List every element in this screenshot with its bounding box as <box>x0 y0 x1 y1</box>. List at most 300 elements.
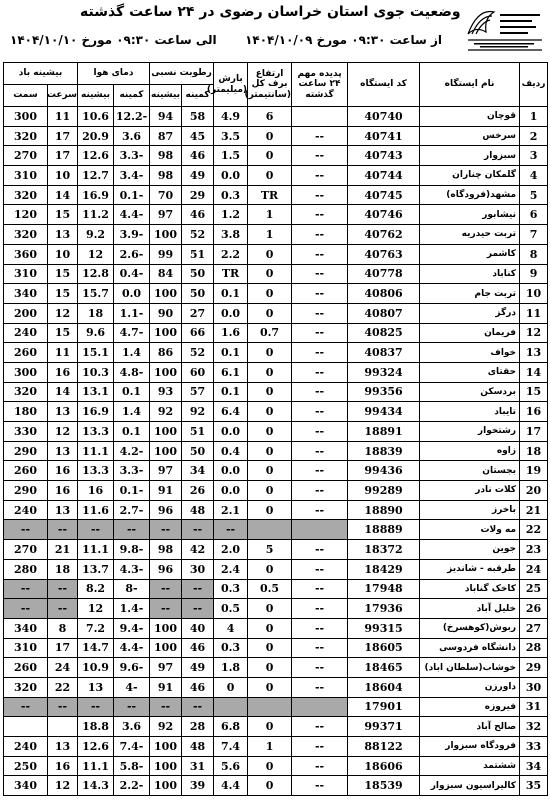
wind-direction-cell: 270 <box>4 146 48 166</box>
station-name-cell: دانشگاه فردوسی <box>420 638 520 658</box>
station-name-cell: کالیراسیون سبزوار <box>420 776 520 796</box>
humidity-min-cell: 52 <box>182 225 214 245</box>
rain-cell: 6.1 <box>214 362 248 382</box>
snow-height-cell: 0 <box>248 461 292 481</box>
humidity-min-cell: 48 <box>182 737 214 757</box>
snow-height-cell: 0.7 <box>248 323 292 343</box>
wind-speed-cell: 14 <box>48 382 78 402</box>
humidity-max-cell: -- <box>150 520 182 540</box>
station-name-cell: باخرز <box>420 500 520 520</box>
snow-height-cell: 0.5 <box>248 579 292 599</box>
wind-direction-cell: 320 <box>4 677 48 697</box>
snow-height-cell: 0 <box>248 500 292 520</box>
phenomenon-cell: -- <box>292 461 348 481</box>
row-number-cell: 28 <box>520 638 548 658</box>
temp-min-cell: 3.6 <box>114 126 150 146</box>
row-number-cell: 1 <box>520 107 548 127</box>
wind-direction-cell: 250 <box>4 756 48 776</box>
col-wind-direction: سمت <box>4 85 48 107</box>
phenomenon-cell <box>292 107 348 127</box>
table-row <box>4 303 548 323</box>
temp-min-cell: -3.3 <box>114 461 150 481</box>
table-row <box>4 579 548 599</box>
snow-height-cell: 0 <box>248 126 292 146</box>
rain-cell: 1.5 <box>214 146 248 166</box>
wind-direction-cell: 320 <box>4 185 48 205</box>
table-row <box>4 697 548 717</box>
report-header <box>0 0 550 60</box>
station-code-cell: 18465 <box>348 658 420 678</box>
table-row <box>4 481 548 501</box>
humidity-min-cell: 31 <box>182 756 214 776</box>
station-code-cell: 40825 <box>348 323 420 343</box>
wind-speed-cell: 13 <box>48 500 78 520</box>
temp-min-cell: -2.7 <box>114 500 150 520</box>
station-code-cell: 99356 <box>348 382 420 402</box>
temp-min-cell: -4.4 <box>114 205 150 225</box>
rain-cell: 0.0 <box>214 303 248 323</box>
row-number-cell: 15 <box>520 382 548 402</box>
temp-min-cell: -3.9 <box>114 225 150 245</box>
snow-height-cell: 0 <box>248 146 292 166</box>
rain-cell: 7.4 <box>214 737 248 757</box>
humidity-min-cell: 51 <box>182 422 214 442</box>
row-number-cell: 5 <box>520 185 548 205</box>
rain-cell: 0.3 <box>214 579 248 599</box>
row-number-cell: 12 <box>520 323 548 343</box>
row-number-cell: 8 <box>520 244 548 264</box>
wind-speed-cell: 15 <box>48 323 78 343</box>
temp-max-cell: 12.6 <box>78 737 114 757</box>
row-number-cell: 11 <box>520 303 548 323</box>
phenomenon-cell: -- <box>292 244 348 264</box>
wind-direction-cell: 260 <box>4 461 48 481</box>
table-row <box>4 422 548 442</box>
col-humidity-min: کمینه <box>182 85 214 107</box>
humidity-max-cell: -- <box>150 579 182 599</box>
row-number-cell: 21 <box>520 500 548 520</box>
temp-max-cell: 14.3 <box>78 776 114 796</box>
temp-min-cell: -4.7 <box>114 323 150 343</box>
wind-speed-cell: -- <box>48 697 78 717</box>
humidity-max-cell: -- <box>150 599 182 619</box>
humidity-max-cell: 98 <box>150 146 182 166</box>
temp-min-cell: 1.4 <box>114 402 150 422</box>
table-row <box>4 737 548 757</box>
station-name-cell: بجستان <box>420 461 520 481</box>
humidity-min-cell: 51 <box>182 244 214 264</box>
row-number-cell: 17 <box>520 422 548 442</box>
wind-direction-cell: 240 <box>4 737 48 757</box>
phenomenon-cell: -- <box>292 225 348 245</box>
station-name-cell: جوین <box>420 540 520 560</box>
wind-speed-cell: -- <box>48 579 78 599</box>
wind-speed-cell: 24 <box>48 658 78 678</box>
col-row: ردیف <box>520 63 548 107</box>
table-row <box>4 677 548 697</box>
table-row <box>4 185 548 205</box>
station-code-cell: 40744 <box>348 166 420 186</box>
temp-min-cell: -1.1 <box>114 303 150 323</box>
station-name-cell: مه ولات <box>420 520 520 540</box>
period-start: از ساعت ۰۹:۳۰ مورخ ۱۴۰۴/۱۰/۰۹ <box>245 33 442 47</box>
humidity-max-cell: 86 <box>150 343 182 363</box>
row-number-cell: 23 <box>520 540 548 560</box>
temp-max-cell: 10.3 <box>78 362 114 382</box>
wind-speed-cell: 17 <box>48 638 78 658</box>
wind-direction-cell: 320 <box>4 382 48 402</box>
wind-direction-cell <box>4 717 48 737</box>
temp-min-cell: -0.4 <box>114 264 150 284</box>
humidity-min-cell: 26 <box>182 481 214 501</box>
rain-cell: 6.4 <box>214 402 248 422</box>
temp-max-cell: 14.7 <box>78 638 114 658</box>
table-row <box>4 776 548 796</box>
snow-height-cell: 0 <box>248 658 292 678</box>
station-name-cell: فیروزه <box>420 697 520 717</box>
humidity-min-cell: 49 <box>182 166 214 186</box>
wind-direction-cell: 180 <box>4 402 48 422</box>
station-name-cell: ششتمد <box>420 756 520 776</box>
phenomenon-cell: -- <box>292 185 348 205</box>
wind-speed-cell: 15 <box>48 284 78 304</box>
snow-height-cell <box>248 520 292 540</box>
station-code-cell: 88122 <box>348 737 420 757</box>
station-name-cell: کاشمر <box>420 244 520 264</box>
humidity-max-cell: 98 <box>150 540 182 560</box>
wind-direction-cell: 240 <box>4 323 48 343</box>
phenomenon-cell: -- <box>292 540 348 560</box>
wind-speed-cell: 17 <box>48 126 78 146</box>
humidity-min-cell: -- <box>182 579 214 599</box>
col-wind-speed: سرعت <box>48 85 78 107</box>
rain-cell: 0.0 <box>214 166 248 186</box>
humidity-max-cell: 100 <box>150 362 182 382</box>
snow-height-cell: 1 <box>248 737 292 757</box>
wind-direction-cell: 300 <box>4 362 48 382</box>
rain-cell: 0.0 <box>214 422 248 442</box>
temp-min-cell: -- <box>114 520 150 540</box>
rain-cell: 0.0 <box>214 481 248 501</box>
row-number-cell: 10 <box>520 284 548 304</box>
table-row <box>4 618 548 638</box>
row-number-cell: 19 <box>520 461 548 481</box>
temp-min-cell: -3.4 <box>114 166 150 186</box>
row-number-cell: 3 <box>520 146 548 166</box>
table-row <box>4 500 548 520</box>
snow-height-cell: 0 <box>248 264 292 284</box>
station-name-cell: کناباد <box>420 264 520 284</box>
rain-cell <box>214 697 248 717</box>
row-number-cell: 34 <box>520 756 548 776</box>
station-name-cell: بردسکن <box>420 382 520 402</box>
temp-max-cell: 15.7 <box>78 284 114 304</box>
station-code-cell: 40762 <box>348 225 420 245</box>
station-code-cell: 17901 <box>348 697 420 717</box>
snow-height-cell: 1 <box>248 225 292 245</box>
snow-height-cell: 0 <box>248 166 292 186</box>
table-row <box>4 441 548 461</box>
wind-speed-cell: 11 <box>48 107 78 127</box>
temp-min-cell: -5.8 <box>114 756 150 776</box>
temp-max-cell: 18 <box>78 303 114 323</box>
station-code-cell: 40741 <box>348 126 420 146</box>
rain-cell: 1.2 <box>214 205 248 225</box>
temp-min-cell: -2.6 <box>114 244 150 264</box>
wind-direction-cell: 310 <box>4 166 48 186</box>
wind-speed-cell: 8 <box>48 618 78 638</box>
rain-cell: 3.5 <box>214 126 248 146</box>
phenomenon-cell: -- <box>292 737 348 757</box>
phenomenon-cell: -- <box>292 166 348 186</box>
temp-max-cell: -- <box>78 520 114 540</box>
table-row <box>4 362 548 382</box>
station-name-cell: سرخس <box>420 126 520 146</box>
humidity-min-cell: 40 <box>182 618 214 638</box>
station-code-cell: 40806 <box>348 284 420 304</box>
temp-min-cell: 0.0 <box>114 284 150 304</box>
col-humidity-max: بیشینه <box>150 85 182 107</box>
temp-max-cell: 11.2 <box>78 205 114 225</box>
temp-max-cell: 11.1 <box>78 756 114 776</box>
table-row <box>4 225 548 245</box>
table-row <box>4 540 548 560</box>
wind-speed-cell: 18 <box>48 559 78 579</box>
temp-min-cell: 1.4 <box>114 343 150 363</box>
table-row <box>4 166 548 186</box>
col-phenomenon: پدیده مهم ۲۴ ساعت گذشته <box>292 63 348 107</box>
station-name-cell: خلیل آباد <box>420 599 520 619</box>
rain-cell: 0.1 <box>214 382 248 402</box>
wind-speed-cell: 12 <box>48 303 78 323</box>
temp-max-cell: -- <box>78 697 114 717</box>
humidity-min-cell: 34 <box>182 461 214 481</box>
rain-cell: 2.0 <box>214 540 248 560</box>
wind-speed-cell: 13 <box>48 441 78 461</box>
table-row <box>4 638 548 658</box>
phenomenon-cell: -- <box>292 618 348 638</box>
table-row <box>4 658 548 678</box>
temp-max-cell: 11.6 <box>78 500 114 520</box>
humidity-min-cell: 29 <box>182 185 214 205</box>
humidity-min-cell: 92 <box>182 402 214 422</box>
station-code-cell: 18372 <box>348 540 420 560</box>
humidity-max-cell: 97 <box>150 658 182 678</box>
station-code-cell: 18429 <box>348 559 420 579</box>
rain-cell: 0.1 <box>214 343 248 363</box>
col-snow-height: ارتفاع برف کل (سانتیمتر) <box>248 63 292 107</box>
wind-speed-cell: 16 <box>48 756 78 776</box>
station-code-cell: 18605 <box>348 638 420 658</box>
wind-direction-cell: 260 <box>4 658 48 678</box>
report-title: وضعیت جوی استان خراسان رضوی در ۲۴ ساعت گذشته <box>80 4 461 20</box>
temp-min-cell: -4.8 <box>114 362 150 382</box>
station-name-cell: تربت حیدریه <box>420 225 520 245</box>
wind-direction-cell: 300 <box>4 107 48 127</box>
table-row <box>4 244 548 264</box>
temp-max-cell: 10.9 <box>78 658 114 678</box>
humidity-max-cell: 97 <box>150 205 182 225</box>
snow-height-cell: TR <box>248 185 292 205</box>
rain-cell: TR <box>214 264 248 284</box>
humidity-max-cell: 96 <box>150 500 182 520</box>
wind-speed-cell: 22 <box>48 677 78 697</box>
humidity-min-cell: 30 <box>182 559 214 579</box>
temp-max-cell: 13 <box>78 677 114 697</box>
phenomenon-cell: -- <box>292 323 348 343</box>
station-name-cell: تربت جام <box>420 284 520 304</box>
phenomenon-cell: -- <box>292 756 348 776</box>
temp-min-cell: -3.3 <box>114 146 150 166</box>
temp-max-cell: 16.9 <box>78 402 114 422</box>
wind-speed-cell: -- <box>48 520 78 540</box>
temp-min-cell: -0.1 <box>114 185 150 205</box>
table-row <box>4 126 548 146</box>
temp-max-cell: 9.6 <box>78 323 114 343</box>
table-row <box>4 284 548 304</box>
temp-max-cell: 12 <box>78 599 114 619</box>
humidity-max-cell: 100 <box>150 422 182 442</box>
rain-cell: 2.2 <box>214 244 248 264</box>
station-code-cell: 40740 <box>348 107 420 127</box>
snow-height-cell: 5 <box>248 540 292 560</box>
phenomenon-cell <box>292 697 348 717</box>
station-code-cell: 40746 <box>348 205 420 225</box>
col-temp: دمای هوا <box>78 63 150 85</box>
snow-height-cell: 0 <box>248 362 292 382</box>
temp-max-cell: 7.2 <box>78 618 114 638</box>
wind-direction-cell: 310 <box>4 264 48 284</box>
humidity-min-cell: 58 <box>182 107 214 127</box>
rain-cell: 2.1 <box>214 500 248 520</box>
station-name-cell: زاوه <box>420 441 520 461</box>
humidity-min-cell: 28 <box>182 717 214 737</box>
temp-max-cell: 11.1 <box>78 540 114 560</box>
station-code-cell: 40743 <box>348 146 420 166</box>
phenomenon-cell: -- <box>292 776 348 796</box>
station-code-cell: 17948 <box>348 579 420 599</box>
humidity-min-cell: 39 <box>182 776 214 796</box>
snow-height-cell: 0 <box>248 677 292 697</box>
rain-cell: 1.6 <box>214 323 248 343</box>
wind-speed-cell: 15 <box>48 264 78 284</box>
humidity-min-cell: 42 <box>182 540 214 560</box>
station-weather-table <box>3 62 548 796</box>
wind-direction-cell: 240 <box>4 500 48 520</box>
wind-direction-cell: 270 <box>4 540 48 560</box>
humidity-max-cell: 70 <box>150 185 182 205</box>
phenomenon-cell: -- <box>292 382 348 402</box>
phenomenon-cell: -- <box>292 205 348 225</box>
rain-cell: 0.3 <box>214 638 248 658</box>
temp-min-cell: -7.4 <box>114 737 150 757</box>
humidity-max-cell: 97 <box>150 461 182 481</box>
wind-speed-cell: 13 <box>48 225 78 245</box>
temp-min-cell: -1.4 <box>114 599 150 619</box>
phenomenon-cell: -- <box>292 638 348 658</box>
humidity-min-cell: 46 <box>182 205 214 225</box>
table-row <box>4 146 548 166</box>
phenomenon-cell: -- <box>292 481 348 501</box>
row-number-cell: 7 <box>520 225 548 245</box>
temp-max-cell: 11.1 <box>78 441 114 461</box>
temp-max-cell: 13.1 <box>78 382 114 402</box>
wind-direction-cell: 330 <box>4 422 48 442</box>
rain-cell: 0.5 <box>214 599 248 619</box>
rain-cell: -- <box>214 520 248 540</box>
table-row <box>4 205 548 225</box>
table-row <box>4 343 548 363</box>
wind-direction-cell: 360 <box>4 244 48 264</box>
station-name-cell: حقتای <box>420 362 520 382</box>
temp-min-cell: -12.2 <box>114 107 150 127</box>
phenomenon-cell: -- <box>292 717 348 737</box>
wind-speed-cell: 12 <box>48 422 78 442</box>
station-name-cell: سبزوار <box>420 146 520 166</box>
temp-max-cell: 13.3 <box>78 461 114 481</box>
temp-max-cell: 13.7 <box>78 559 114 579</box>
phenomenon-cell: -- <box>292 441 348 461</box>
col-rain: بارش (میلیمتر) <box>214 63 248 107</box>
wind-direction-cell: 120 <box>4 205 48 225</box>
temp-min-cell: -- <box>114 697 150 717</box>
wind-direction-cell: 260 <box>4 343 48 363</box>
wind-direction-cell: 340 <box>4 776 48 796</box>
snow-height-cell: 0 <box>248 756 292 776</box>
humidity-min-cell: -- <box>182 697 214 717</box>
wind-direction-cell: 320 <box>4 126 48 146</box>
row-number-cell: 27 <box>520 618 548 638</box>
humidity-min-cell: 66 <box>182 323 214 343</box>
station-name-cell: طرقبه - شاندیز <box>420 559 520 579</box>
humidity-min-cell: 49 <box>182 658 214 678</box>
rain-cell: 1.8 <box>214 658 248 678</box>
humidity-max-cell: 93 <box>150 382 182 402</box>
wind-direction-cell: 290 <box>4 441 48 461</box>
humidity-max-cell: 100 <box>150 776 182 796</box>
phenomenon-cell: -- <box>292 343 348 363</box>
station-code-cell: 40837 <box>348 343 420 363</box>
row-number-cell: 2 <box>520 126 548 146</box>
snow-height-cell: 0 <box>248 717 292 737</box>
station-name-cell: نیشابور <box>420 205 520 225</box>
humidity-min-cell: 48 <box>182 500 214 520</box>
row-number-cell: 25 <box>520 579 548 599</box>
station-code-cell: 18889 <box>348 520 420 540</box>
temp-max-cell: 10.6 <box>78 107 114 127</box>
station-code-cell: 18890 <box>348 500 420 520</box>
wind-speed-cell: 16 <box>48 481 78 501</box>
rain-cell: 4.9 <box>214 107 248 127</box>
wind-direction-cell: 200 <box>4 303 48 323</box>
station-name-cell: کاخک گناباد <box>420 579 520 599</box>
snow-height-cell: 1 <box>248 205 292 225</box>
phenomenon-cell: -- <box>292 362 348 382</box>
table-row <box>4 107 548 127</box>
wind-direction-cell: -- <box>4 599 48 619</box>
table-row <box>4 264 548 284</box>
humidity-max-cell: 100 <box>150 737 182 757</box>
wind-speed-cell: 16 <box>48 461 78 481</box>
table-row <box>4 323 548 343</box>
humidity-max-cell: 98 <box>150 166 182 186</box>
rain-cell: 0.1 <box>214 284 248 304</box>
humidity-min-cell: 50 <box>182 264 214 284</box>
snow-height-cell: 0 <box>248 284 292 304</box>
wind-speed-cell: 16 <box>48 362 78 382</box>
humidity-max-cell: 99 <box>150 244 182 264</box>
temp-min-cell: -2.2 <box>114 776 150 796</box>
